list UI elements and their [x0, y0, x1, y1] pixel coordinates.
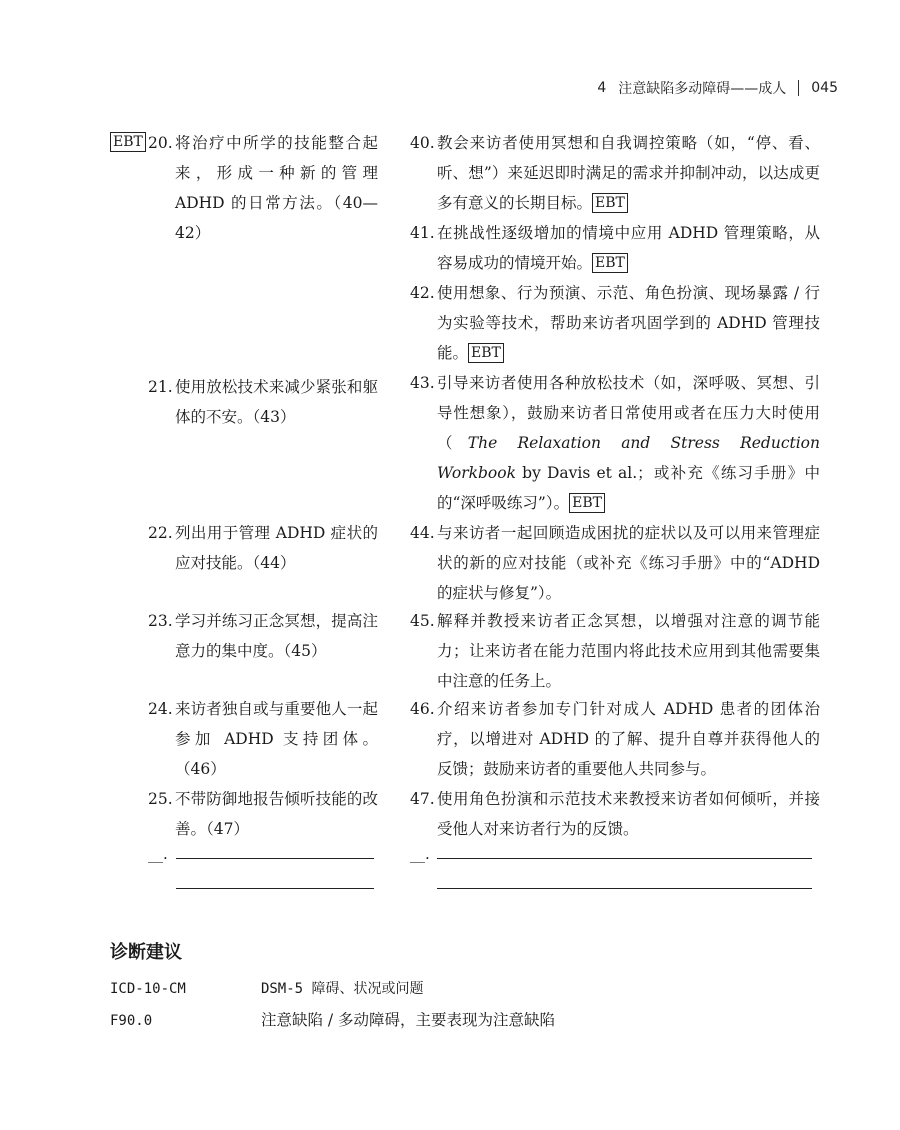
intervention-item	[410, 784, 820, 844]
book-title: The Relaxation and Stress Reduction Workbook	[437, 434, 820, 482]
intervention-number: 40.	[410, 134, 435, 152]
diagnosis-heading: 诊断建议	[110, 942, 182, 963]
objective-text: 列出用于管理 ADHD 症状的应对技能。（44）	[175, 524, 378, 572]
interventions-column	[410, 128, 820, 844]
objective-number: 24.	[148, 700, 173, 718]
intervention-text: 使用想象、行为预演、示范、角色扮演、现场暴露 / 行为实验等技术，帮助来访者巩固学到的 ADHD 管理技能。	[437, 284, 820, 362]
intervention-item	[410, 218, 820, 278]
objective-item	[148, 518, 378, 606]
intervention-item	[410, 128, 820, 218]
intervention-item	[410, 606, 820, 694]
intervention-item	[410, 518, 820, 606]
intervention-number: 44.	[410, 524, 435, 542]
objective-text: 学习并练习正念冥想，提高注意力的集中度。（45）	[175, 612, 378, 660]
chapter-title: 注意缺陷多动障碍——成人	[618, 81, 787, 97]
objective-number: 21.	[148, 378, 173, 396]
intervention-text: 教会来访者使用冥想和自我调控策略（如，“停、看、听、想”）来延迟即时满足的需求并抑制冲动，以达成更多有意义的长期目标。	[437, 134, 820, 212]
intervention-item	[410, 694, 820, 784]
objective-text: 将治疗中所学的技能整合起来，形成一种新的管理 ADHD 的日常方法。（40—42）	[175, 134, 378, 242]
page-number: 045	[811, 80, 838, 96]
intervention-number: 46.	[410, 700, 435, 718]
ebt-badge: EBT	[592, 193, 628, 213]
icd-column-header: ICD-10-CM	[110, 981, 186, 997]
intervention-text: 解释并教授来访者正念冥想，以增强对注意的调节能力；让来访者在能力范围内将此技术应用到其他需要集中注意的任务上。	[437, 612, 820, 690]
objective-number: 22.	[148, 524, 173, 542]
intervention-number: 42.	[410, 284, 435, 302]
objective-item	[148, 694, 378, 784]
intervention-item	[410, 368, 820, 518]
ebt-badge: EBT	[468, 343, 504, 363]
objective-text: 来访者独自或与重要他人一起参加 ADHD 支持团体。（46）	[175, 700, 378, 778]
objective-text: 使用放松技术来减少紧张和躯体的不安。（43）	[175, 378, 378, 426]
intervention-number: 43.	[410, 374, 435, 392]
chapter-number: 4	[597, 80, 607, 96]
blank-line	[437, 858, 812, 859]
objective-number: 20.	[148, 134, 173, 152]
objective-text: 不带防御地报告倾听技能的改善。（47）	[175, 790, 378, 838]
ebt-badge: EBT	[110, 132, 146, 152]
objective-item	[148, 606, 378, 694]
intervention-number: 45.	[410, 612, 435, 630]
objectives-column	[110, 128, 378, 844]
intervention-number: 47.	[410, 790, 435, 808]
diagnosis-row	[110, 1008, 555, 1030]
intervention-number: 41.	[410, 224, 435, 242]
objective-item	[110, 128, 378, 248]
intervention-text: 介绍来访者参加专门针对成人 ADHD 患者的团体治疗，以增进对 ADHD 的了解、提升自尊并获得他人的反馈；鼓励来访者的重要他人共同参与。	[437, 700, 820, 778]
objective-item	[148, 784, 378, 844]
blank-item-marker: __.	[410, 845, 430, 863]
ebt-badge: EBT	[592, 253, 628, 273]
ebt-badge: EBT	[569, 493, 605, 513]
objective-number: 23.	[148, 612, 173, 630]
objective-item	[148, 372, 378, 518]
diagnosis-description: 注意缺陷 / 多动障碍，主要表现为注意缺陷	[260, 1011, 556, 1029]
blank-line	[437, 888, 812, 889]
dsm-column-header: DSM-5 障碍、状况或问题	[260, 981, 424, 997]
blank-line	[176, 888, 374, 889]
blank-item-marker: __.	[148, 845, 168, 863]
blank-line	[176, 858, 374, 859]
header-divider	[798, 80, 799, 96]
intervention-text: 与来访者一起回顾造成困扰的症状以及可以用来管理症状的新的应对技能（或补充《练习手册》中的“ADHD 的症状与修复”）。	[437, 524, 820, 602]
intervention-text: 使用角色扮演和示范技术来教授来访者如何倾听，并接受他人对来访者行为的反馈。	[437, 790, 820, 838]
running-header	[597, 78, 838, 98]
intervention-item	[410, 278, 820, 368]
diagnosis-header-row	[110, 978, 424, 998]
intervention-text: 在挑战性逐级增加的情境中应用 ADHD 管理策略，从容易成功的情境开始。	[437, 224, 820, 272]
objective-number: 25.	[148, 790, 173, 808]
intervention-text-before: 引导来访者使用各种放松技术（如，深呼吸、冥想、引导性想象），鼓励来访者日常使用或者在压力大时使用（	[437, 374, 820, 452]
intervention-text-after: by Davis et al.；或补充《练习手册》中的“深呼吸练习”）。	[437, 464, 820, 512]
diagnosis-code: F90.0	[110, 1013, 153, 1029]
